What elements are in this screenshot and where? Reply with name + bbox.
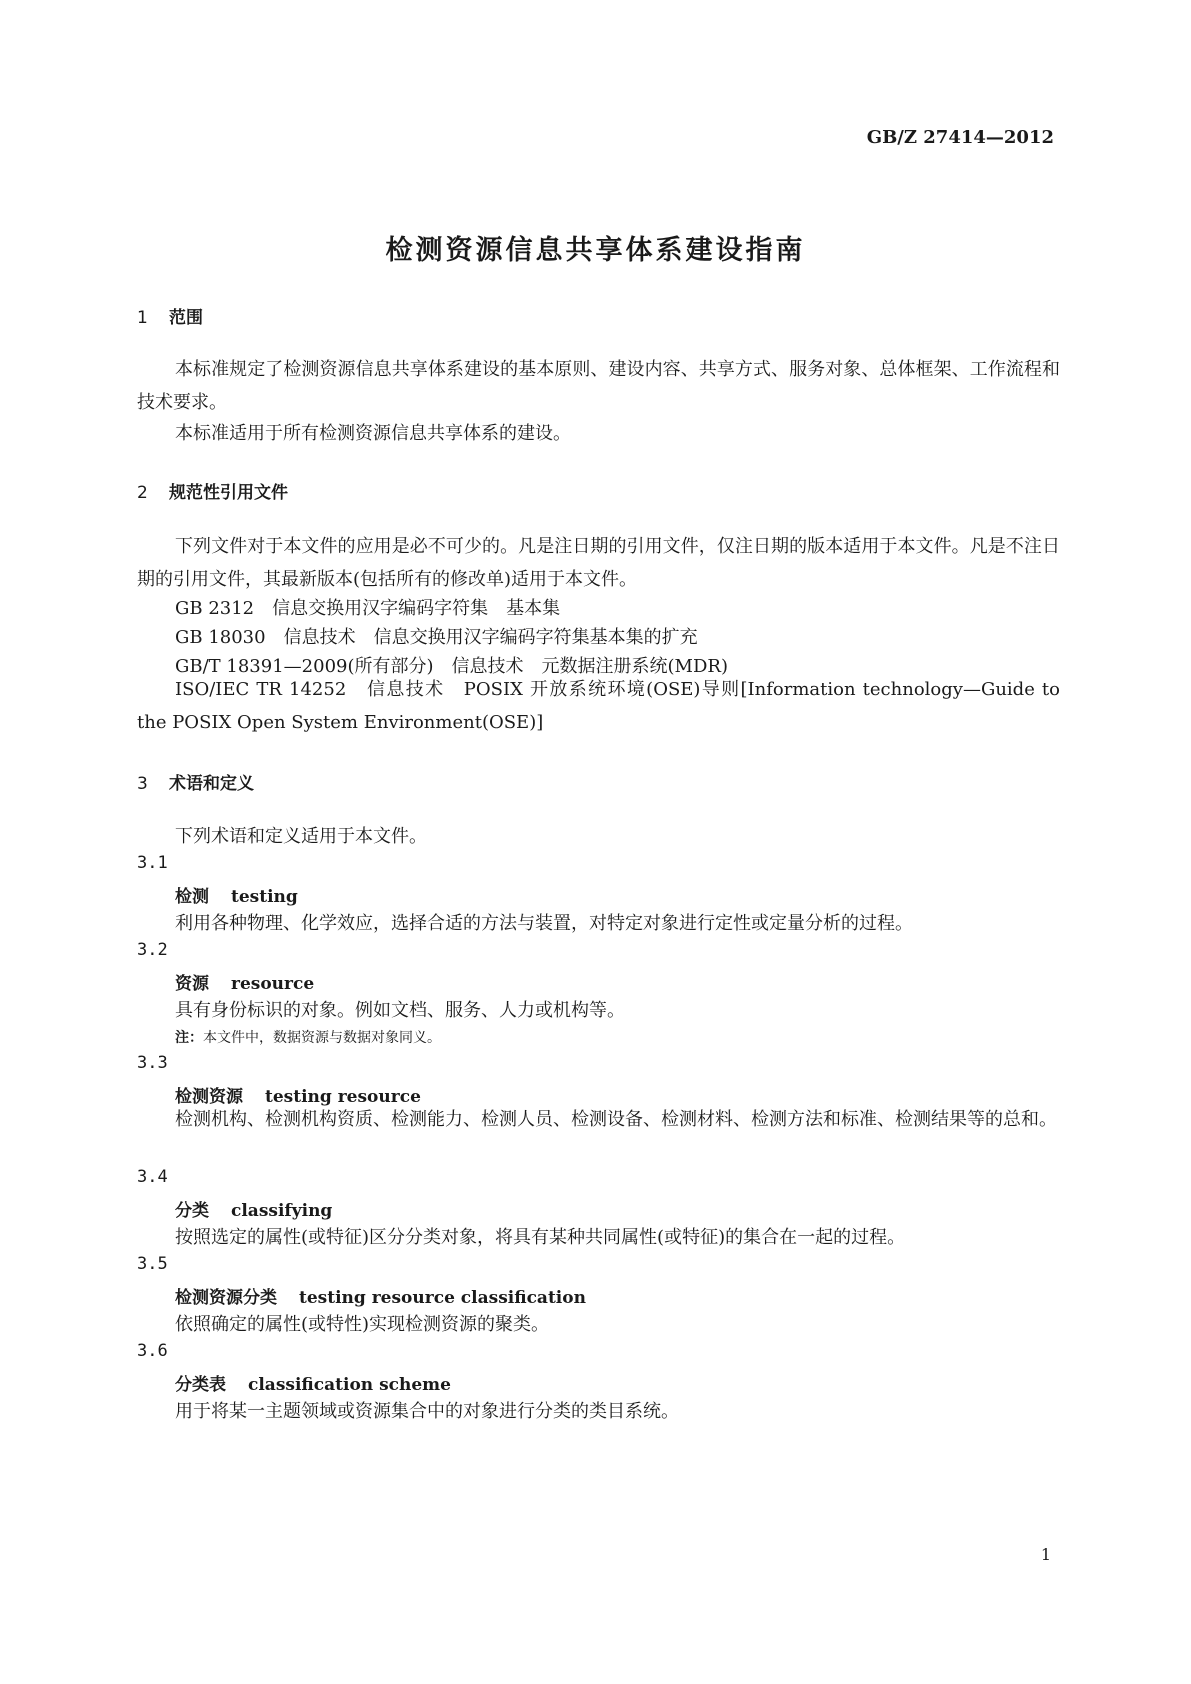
term-en: classifying	[231, 1201, 333, 1221]
section-3-heading	[137, 769, 254, 794]
term-heading	[175, 969, 314, 994]
term-definition: 具有身份标识的对象。例如文档、服务、人力或机构等。	[175, 1000, 625, 1021]
term-zh: 资源	[175, 974, 209, 994]
term-en: testing	[231, 887, 298, 907]
term-number: 3.6	[137, 1341, 168, 1361]
term-heading	[175, 1196, 332, 1221]
term-number: 3.2	[137, 940, 168, 960]
section-1-paragraph-2: 本标准适用于所有检测资源信息共享体系的建设。	[175, 423, 571, 444]
term-en: classification scheme	[248, 1375, 451, 1395]
section-3-intro: 下列术语和定义适用于本文件。	[175, 826, 427, 847]
page-number: 1	[1040, 1545, 1051, 1564]
term-heading	[175, 882, 298, 907]
term-definition: 用于将某一主题领域或资源集合中的对象进行分类的类目系统。	[175, 1401, 679, 1422]
term-number: 3.4	[137, 1167, 168, 1187]
section-2-title: 规范性引用文件	[169, 483, 288, 503]
section-2-paragraph-1: 下列文件对于本文件的应用是必不可少的。凡是注日期的引用文件，仅注日期的版本适用于本文件。凡是不注日期的引用文件，其最新版本(包括所有的修改单)适用于本文件。	[137, 536, 1060, 590]
term-heading	[175, 1370, 451, 1395]
term-definition: 按照选定的属性(或特征)区分分类对象，将具有某种共同属性(或特征)的集合在一起的过程。	[175, 1227, 906, 1248]
term-note	[175, 1027, 441, 1047]
section-2-number: 2	[137, 483, 148, 503]
term-number: 3.1	[137, 853, 168, 873]
section-2-heading	[137, 478, 288, 503]
term-zh: 检测	[175, 887, 209, 907]
section-1-number: 1	[137, 308, 148, 328]
note-text: 本文件中，数据资源与数据对象同义。	[203, 1030, 441, 1046]
term-zh: 检测资源分类	[175, 1288, 277, 1308]
term-en: resource	[231, 974, 315, 994]
term-definition: 检测机构、检测机构资质、检测能力、检测人员、检测设备、检测材料、检测方法和标准、检测结果等的总和。	[175, 1109, 1057, 1130]
reference-item: GB 18030 信息技术 信息交换用汉字编码字符集基本集的扩充	[175, 627, 698, 648]
document-title: 检测资源信息共享体系建设指南	[385, 235, 806, 266]
note-label: 注：	[175, 1030, 203, 1046]
term-en: testing resource classification	[299, 1288, 586, 1308]
term-zh: 检测资源	[175, 1087, 243, 1107]
term-heading	[175, 1283, 586, 1308]
section-1-title: 范围	[169, 308, 203, 328]
term-en: testing resource	[265, 1087, 421, 1107]
section-1-heading	[137, 303, 203, 328]
section-1-paragraph-1: 本标准规定了检测资源信息共享体系建设的基本原则、建设内容、共享方式、服务对象、总体框架、工作流程和技术要求。	[137, 359, 1060, 413]
term-number: 3.3	[137, 1053, 168, 1073]
reference-item: GB 2312 信息交换用汉字编码字符集 基本集	[175, 598, 561, 619]
term-zh: 分类表	[175, 1375, 226, 1395]
term-definition: 依照确定的属性(或特性)实现检测资源的聚类。	[175, 1314, 550, 1335]
term-zh: 分类	[175, 1201, 209, 1221]
term-definition: 利用各种物理、化学效应，选择合适的方法与装置，对特定对象进行定性或定量分析的过程。	[175, 913, 913, 934]
term-number: 3.5	[137, 1254, 168, 1274]
section-3-number: 3	[137, 774, 148, 794]
reference-item: GB/T 18391—2009(所有部分) 信息技术 元数据注册系统(MDR)	[175, 656, 728, 677]
standard-code: GB/Z 27414—2012	[866, 127, 1054, 148]
reference-item: ISO/IEC TR 14252 信息技术 POSIX 开放系统环境(OSE)导则[Information technology—Guide to the POSIX Open System Environment(OSE)]	[137, 679, 1060, 733]
section-3-title: 术语和定义	[169, 774, 254, 794]
